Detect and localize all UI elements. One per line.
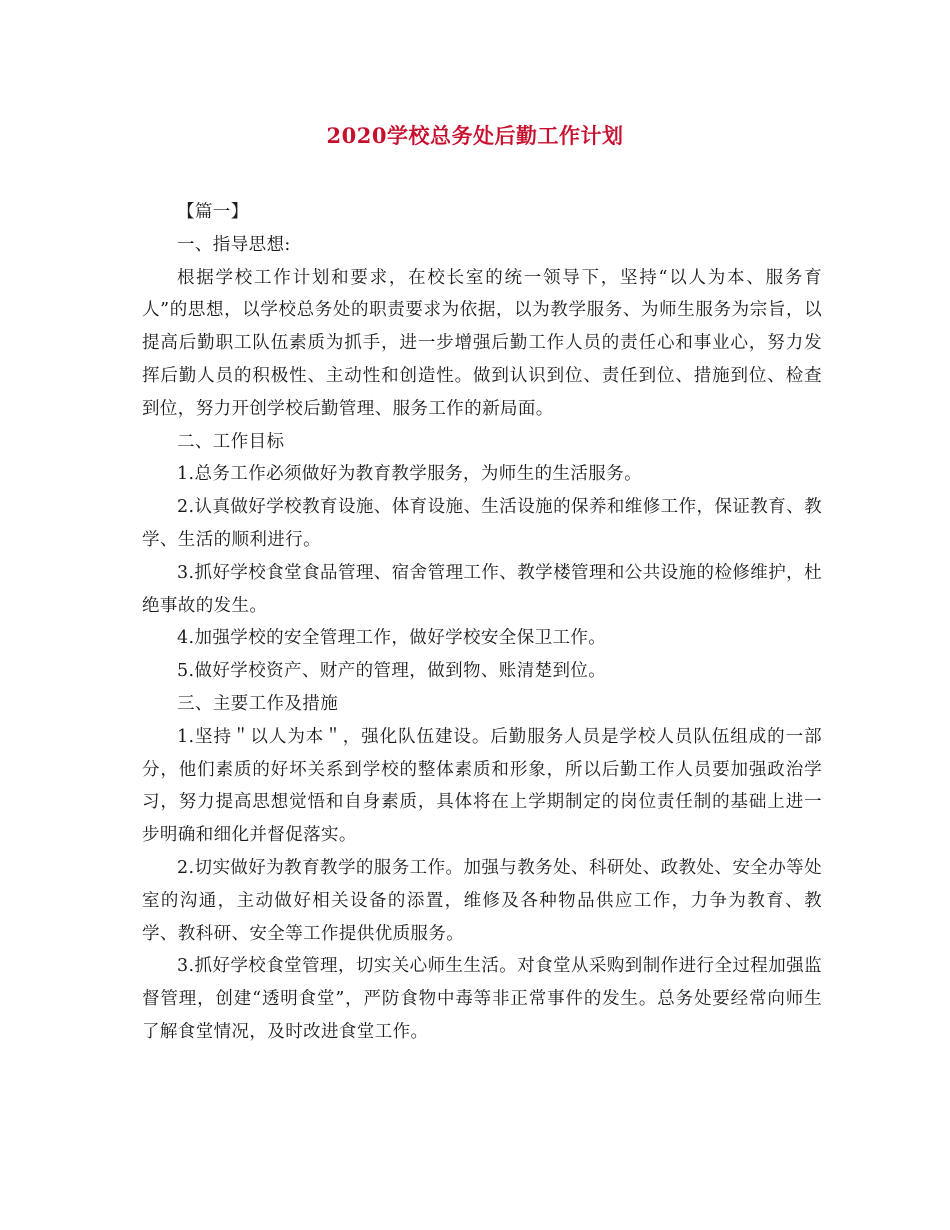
measure-item-2: 2.切实做好为教育教学的服务工作。加强与教务处、科研处、政教处、安全办等处室的沟通，主动做好相关设备的添置，维修及各种物品供应工作，力争为教育、教学、教科研、安全等工作提供优质服务。 (142, 857, 822, 944)
goal-item-2: 2.认真做好学校教育设施、体育设施、生活设施的保养和维修工作，保证教育、教学、生活的顺利进行。 (142, 497, 822, 550)
document-body (142, 196, 822, 1049)
goal-item-3: 3.抓好学校食堂食品管理、宿舍管理工作、教学楼管理和公共设施的检修维护，杜绝事故的发生。 (142, 562, 822, 616)
heading-guiding-ideology: 一、指导思想: (177, 234, 291, 255)
measure-item-3: 3.抓好学校食堂管理，切实关心师生生活。对食堂从采购到制作进行全过程加强监督管理，创建“透明食堂”，严防食物中毒等非正常事件的发生。总务处要经常向师生了解食堂情况，及时改进食堂工作。 (142, 956, 822, 1042)
heading-main-measures: 三、主要工作及措施 (177, 693, 339, 714)
paragraph-guiding-ideology: 根据学校工作计划和要求，在校长室的统一领导下，坚持“以人为本、服务育人”的思想，以学校总务处的职责要求为依据，以为教学服务、为师生服务为宗旨，以提高后勤职工队伍素质为抓手，进一步增强后勤工作人员的责任心和事业心，努力发挥后勤人员的积极性、主动性和创造性。做到认识到位、责任到位、措施到位、检查到位，努力开创学校后勤管理、服务工作的新局面。 (142, 267, 822, 419)
goal-item-4: 4.加强学校的安全管理工作，做好学校安全保卫工作。 (177, 628, 607, 649)
section-label: 【篇一】 (177, 202, 249, 222)
document-title: 2020学校总务处后勤工作计划 (326, 123, 624, 148)
goal-item-1: 1.总务工作必须做好为教育教学服务，为师生的生活服务。 (177, 464, 642, 485)
goal-item-5: 5.做好学校资产、财产的管理，做到物、账清楚到位。 (177, 661, 607, 682)
measure-item-1: 1.坚持＂以人为本＂，强化队伍建设。后勤服务人员是学校人员队伍组成的一部分，他们素质的好坏关系到学校的整体素质和形象，所以后勤工作人员要加强政治学习，努力提高思想觉悟和自身素质，具体将在上学期制定的岗位责任制的基础上进一步明确和细化并督促落实。 (142, 726, 822, 846)
heading-work-goals: 二、工作目标 (177, 431, 285, 452)
